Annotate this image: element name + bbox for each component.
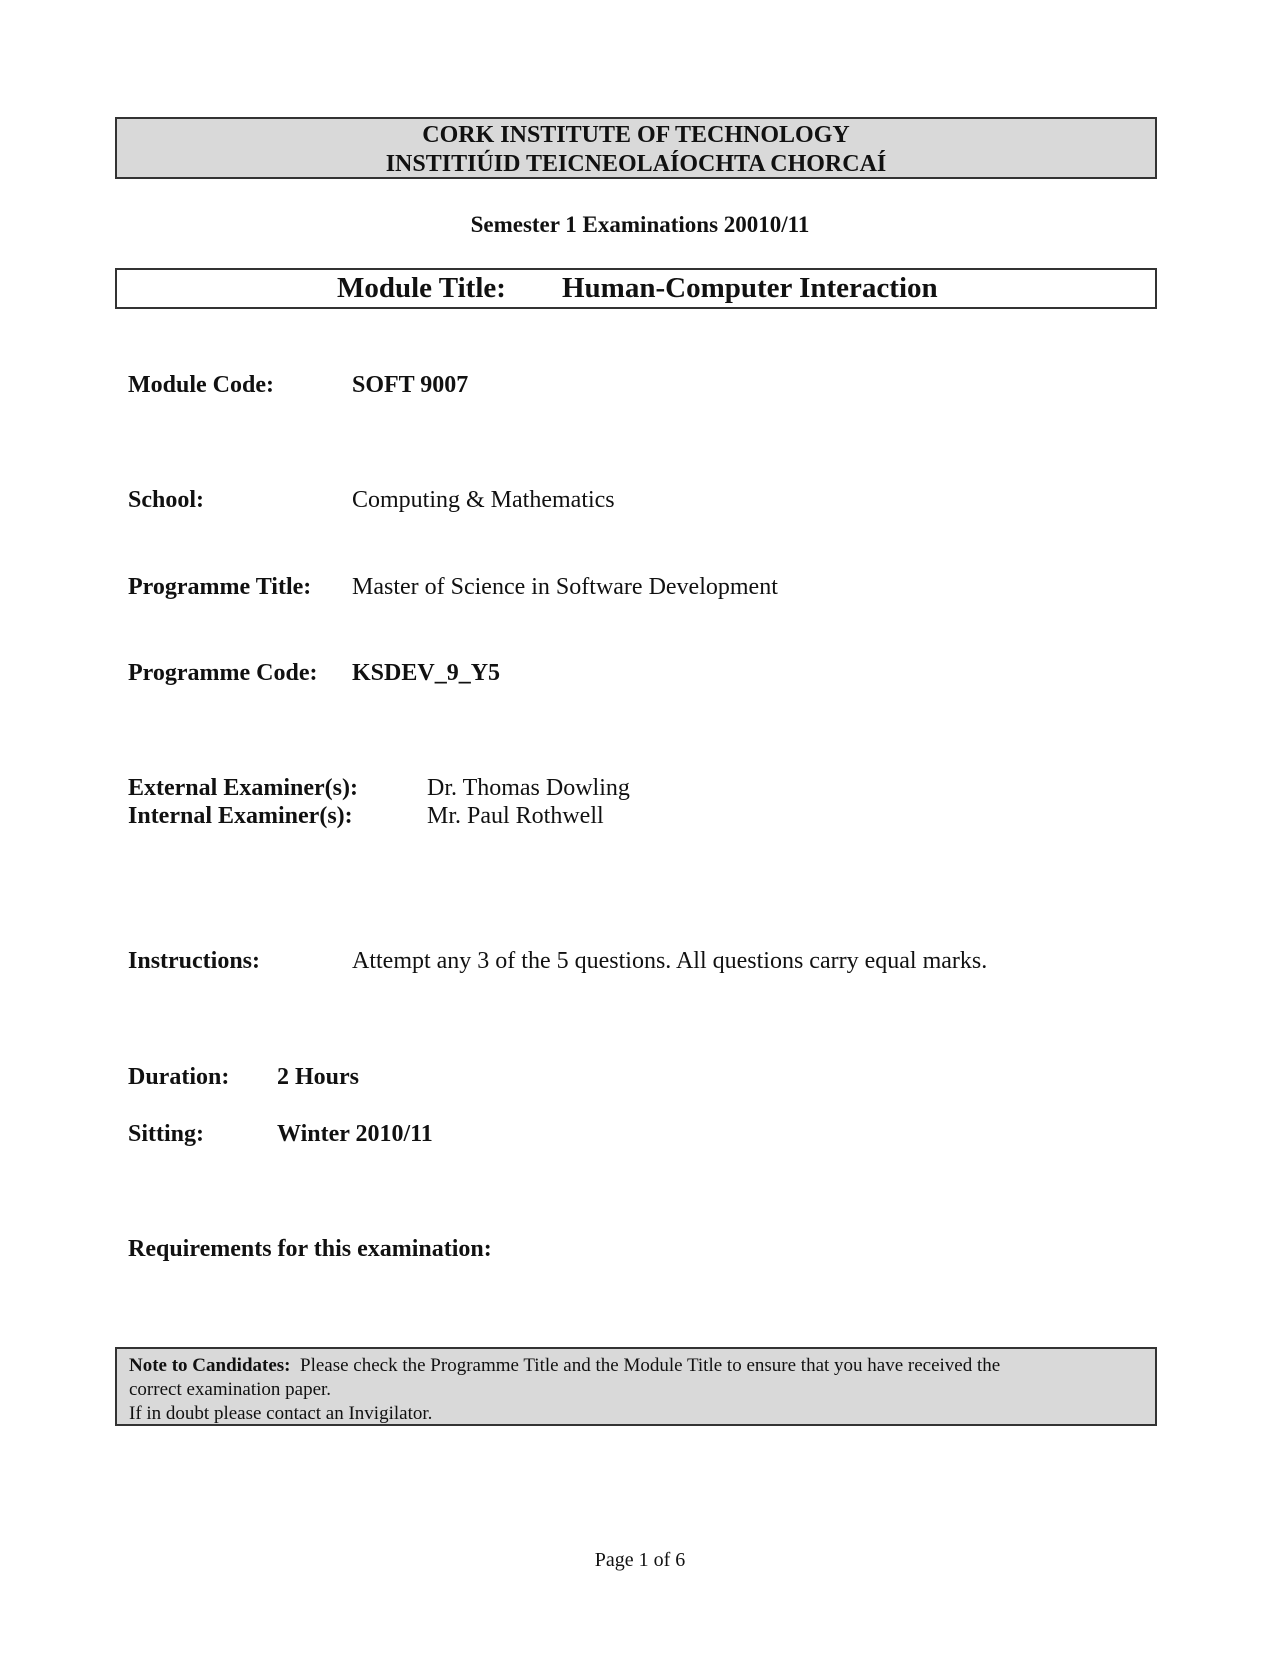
- duration-label: Duration:: [128, 1064, 230, 1090]
- semester-heading: Semester 1 Examinations 20010/11: [470, 212, 810, 237]
- institution-name-irish: INSTITIÚID TEICNEOLAÍOCHTA CHORCAÍ: [385, 151, 887, 177]
- programme-code-value: KSDEV_9_Y5: [352, 660, 501, 686]
- note-text-3: If in doubt please contact an Invigilator.: [129, 1403, 433, 1424]
- internal-examiner-label: Internal Examiner(s):: [128, 803, 353, 829]
- sitting-value: Winter 2010/11: [277, 1121, 433, 1147]
- instructions-value: Attempt any 3 of the 5 questions. All questions carry equal marks.: [352, 948, 988, 974]
- module-code-value: SOFT 9007: [352, 372, 469, 398]
- module-title-value: Human-Computer Interaction: [562, 272, 938, 304]
- programme-title-value: Master of Science in Software Development: [352, 574, 778, 600]
- external-examiner-value: Dr. Thomas Dowling: [427, 775, 630, 801]
- sitting-label: Sitting:: [128, 1121, 205, 1147]
- internal-examiner-value: Mr. Paul Rothwell: [427, 803, 604, 829]
- note-to-candidates-box: [115, 1347, 1157, 1426]
- note-label: Note to Candidates:: [129, 1355, 291, 1376]
- note-line-1: [129, 1354, 1143, 1378]
- module-title-label: Module Title:: [337, 272, 506, 304]
- external-examiner-label: External Examiner(s):: [128, 775, 358, 801]
- instructions-label: Instructions:: [128, 948, 261, 974]
- module-code-label: Module Code:: [128, 372, 274, 398]
- module-title-box: [115, 268, 1157, 309]
- duration-value: 2 Hours: [277, 1064, 360, 1090]
- note-text-1: Please check the Programme Title and the Module Title to ensure that you have received the: [300, 1355, 1001, 1376]
- school-label: School:: [128, 487, 205, 513]
- institution-header: [115, 117, 1157, 179]
- requirements-label: Requirements for this examination:: [128, 1236, 492, 1262]
- page-number: Page 1 of 6: [594, 1549, 686, 1571]
- school-value: Computing & Mathematics: [352, 487, 615, 513]
- programme-code-label: Programme Code:: [128, 660, 318, 686]
- note-text-2: correct examination paper.: [129, 1379, 332, 1400]
- institution-name-english: CORK INSTITUTE OF TECHNOLOGY: [422, 122, 850, 148]
- programme-title-label: Programme Title:: [128, 574, 312, 600]
